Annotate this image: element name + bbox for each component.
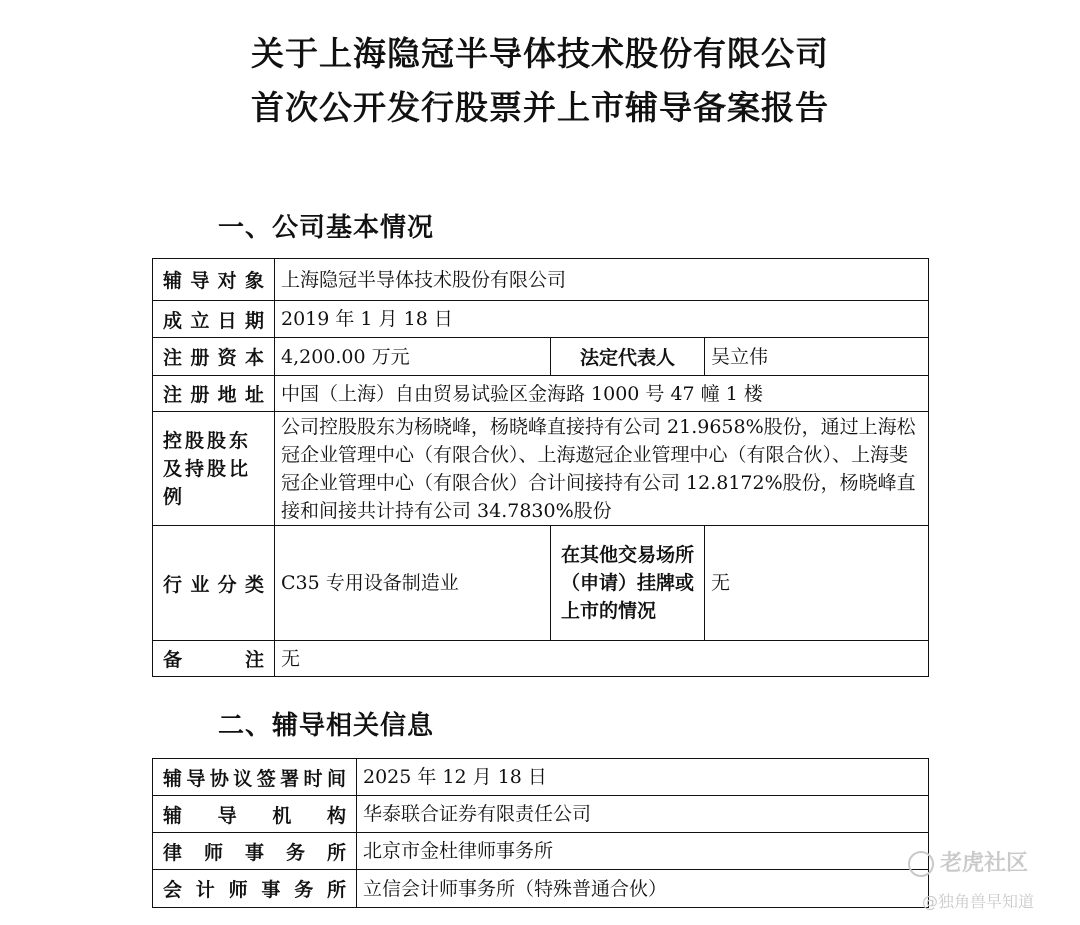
legal-rep-label: 法定代表人 bbox=[551, 338, 705, 376]
legal-rep-value: 吴立伟 bbox=[705, 338, 929, 376]
table-row bbox=[153, 526, 929, 641]
company-info-table bbox=[152, 258, 929, 677]
holder-value: 公司控股股东为杨晓峰，杨晓峰直接持有公司 21.9658%股份，通过上海松冠企业管理中心（有限合伙）、上海遨冠企业管理中心（有限合伙）、上海斐冠企业管理中心（有限合伙）合计间接持有公司 12.8172%股份，杨晓峰直接和间接共计持有公司 34.7830%股份 bbox=[275, 412, 929, 526]
remark-value: 无 bbox=[275, 641, 929, 677]
accounting-label: 会计师事务所 bbox=[153, 870, 357, 908]
section-heading-company-info: 一、公司基本情况 bbox=[218, 213, 435, 243]
holder-label: 控股股东及持股比例 bbox=[153, 412, 275, 526]
address-value: 中国（上海）自由贸易试验区金海路 1000 号 47 幢 1 楼 bbox=[275, 376, 929, 412]
target-label: 辅导对象 bbox=[153, 259, 275, 301]
watermark-brand bbox=[908, 846, 1028, 877]
remark-label: 备注 bbox=[153, 641, 275, 677]
tiger-logo-icon bbox=[908, 851, 934, 877]
table-row bbox=[153, 641, 929, 677]
signing-value: 2025 年 12 月 18 日 bbox=[357, 759, 929, 796]
address-label: 注册地址 bbox=[153, 376, 275, 412]
industry-label: 行业分类 bbox=[153, 526, 275, 641]
tutoring-info-table bbox=[152, 758, 929, 908]
law-label: 律师事务所 bbox=[153, 833, 357, 870]
section-heading-tutoring-info: 二、辅导相关信息 bbox=[218, 711, 435, 741]
capital-label: 注册资本 bbox=[153, 338, 275, 376]
table-row bbox=[153, 376, 929, 412]
document-title-line1: 关于上海隐冠半导体技术股份有限公司 bbox=[251, 34, 829, 73]
target-value: 上海隐冠半导体技术股份有限公司 bbox=[275, 259, 929, 301]
capital-value: 4,200.00 万元 bbox=[275, 338, 551, 376]
other-listing-value: 无 bbox=[705, 526, 929, 641]
law-value: 北京市金杜律师事务所 bbox=[357, 833, 929, 870]
founded-label: 成立日期 bbox=[153, 301, 275, 338]
table-row bbox=[153, 833, 929, 870]
founded-value: 2019 年 1 月 18 日 bbox=[275, 301, 929, 338]
agency-value: 华泰联合证券有限责任公司 bbox=[357, 796, 929, 833]
table-row bbox=[153, 870, 929, 908]
table-row bbox=[153, 301, 929, 338]
watermark-handle: @独角兽早知道 bbox=[922, 892, 1035, 911]
table-row bbox=[153, 759, 929, 796]
table-row bbox=[153, 412, 929, 526]
table-row bbox=[153, 796, 929, 833]
document-title-line2: 首次公开发行股票并上市辅导备案报告 bbox=[251, 88, 829, 127]
industry-value: C35 专用设备制造业 bbox=[275, 526, 551, 641]
agency-label: 辅导机构 bbox=[153, 796, 357, 833]
accounting-value: 立信会计师事务所（特殊普通合伙） bbox=[357, 870, 929, 908]
signing-label: 辅导协议签署时间 bbox=[153, 759, 357, 796]
table-row bbox=[153, 338, 929, 376]
table-row bbox=[153, 259, 929, 301]
watermark-brand-text: 老虎社区 bbox=[940, 851, 1029, 876]
other-listing-label: 在其他交易场所（申请）挂牌或上市的情况 bbox=[551, 526, 705, 641]
